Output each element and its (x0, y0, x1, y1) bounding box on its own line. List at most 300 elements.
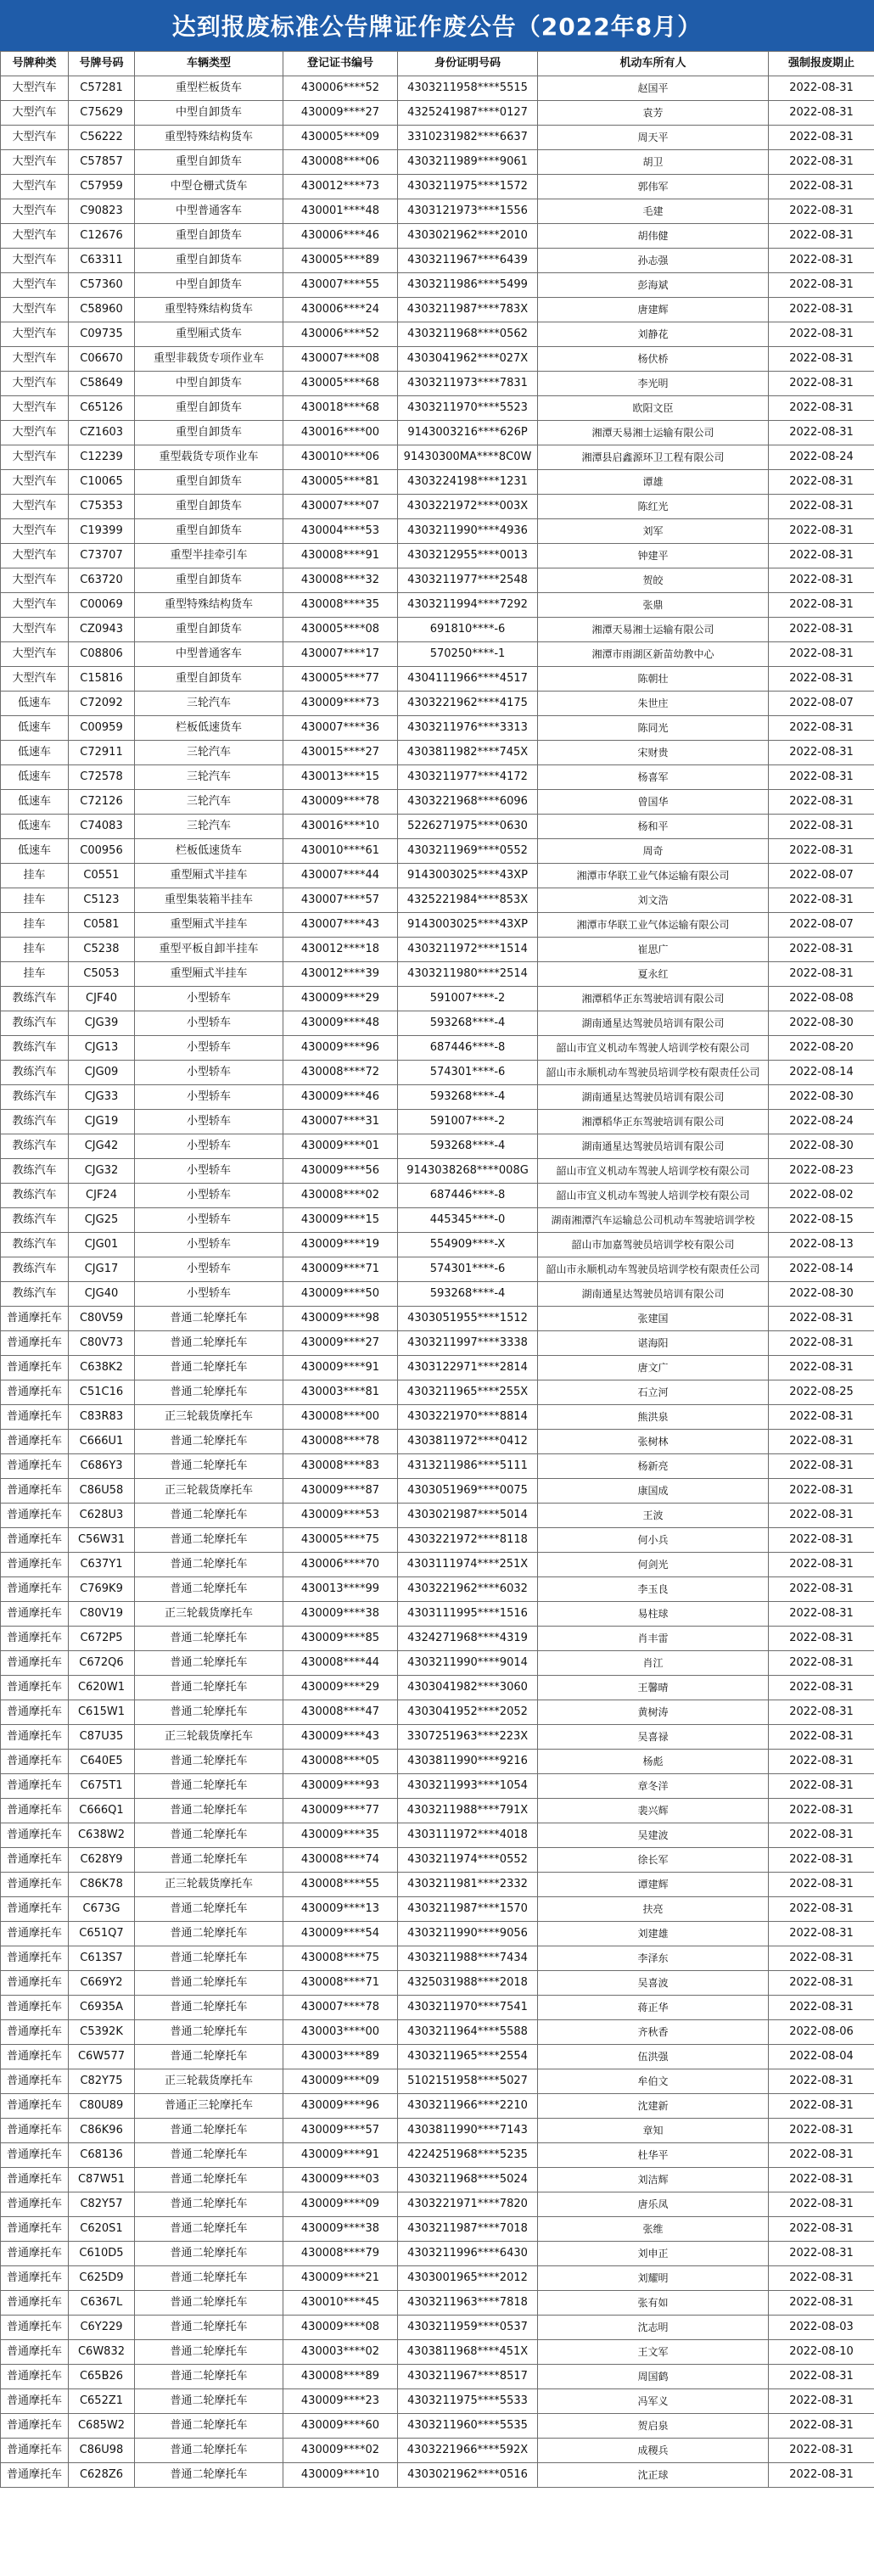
vehicle-type-cell: 重型自卸货车 (135, 519, 283, 544)
deadline-cell: 2022-08-25 (769, 1380, 874, 1405)
deadline-cell: 2022-08-31 (769, 175, 874, 199)
deadline-cell: 2022-08-31 (769, 126, 874, 150)
table-row (1, 1061, 874, 1085)
owner-cell: 李光明 (538, 372, 769, 396)
plate-number-cell: C769K9 (69, 1577, 135, 1602)
deadline-cell: 2022-08-31 (769, 421, 874, 445)
table-row (1, 1430, 874, 1454)
certificate-number-cell: 430009****91 (283, 1356, 398, 1380)
deadline-cell: 2022-08-31 (769, 962, 874, 987)
plate-number-cell: CJF40 (69, 987, 135, 1011)
deadline-cell: 2022-08-31 (769, 593, 874, 618)
plate-number-cell: C672P5 (69, 1627, 135, 1651)
certificate-number-cell: 430010****06 (283, 445, 398, 470)
certificate-number-cell: 430009****50 (283, 1282, 398, 1307)
deadline-cell: 2022-08-31 (769, 1725, 874, 1750)
id-number-cell: 570250****-1 (398, 642, 538, 667)
id-number-cell: 4303211970****7541 (398, 1996, 538, 2020)
deadline-cell: 2022-08-31 (769, 396, 874, 421)
owner-cell: 唐文广 (538, 1356, 769, 1380)
deadline-cell: 2022-08-31 (769, 1651, 874, 1676)
vehicle-type-cell: 小型轿车 (135, 1233, 283, 1257)
table-row (1, 126, 874, 150)
id-number-cell: 4303211963****7818 (398, 2291, 538, 2316)
owner-cell: 刘静花 (538, 322, 769, 347)
owner-cell: 杨喜军 (538, 765, 769, 790)
plate-type-cell: 普通摩托车 (1, 1380, 69, 1405)
certificate-number-cell: 430009****93 (283, 1774, 398, 1799)
table-row (1, 1011, 874, 1036)
table-row (1, 76, 874, 101)
deadline-cell: 2022-08-31 (769, 938, 874, 962)
vehicle-type-cell: 普通二轮摩托车 (135, 1996, 283, 2020)
table-row (1, 2045, 874, 2069)
certificate-number-cell: 430009****54 (283, 1922, 398, 1946)
plate-type-cell: 普通摩托车 (1, 2242, 69, 2266)
vehicle-type-cell: 普通二轮摩托车 (135, 2439, 283, 2463)
vehicle-type-cell: 小型轿车 (135, 1085, 283, 1110)
certificate-number-cell: 430009****10 (283, 2463, 398, 2488)
plate-number-cell: C80V59 (69, 1307, 135, 1331)
table-row (1, 2168, 874, 2192)
owner-cell: 湖南通星达驾驶员培训有限公司 (538, 1011, 769, 1036)
table-row (1, 273, 874, 298)
plate-type-cell: 大型汽车 (1, 618, 69, 642)
deadline-cell: 2022-08-07 (769, 913, 874, 938)
header-id-number: 身份证明号码 (398, 52, 538, 76)
plate-type-cell: 教练汽车 (1, 1011, 69, 1036)
certificate-number-cell: 430009****29 (283, 987, 398, 1011)
owner-cell: 易柱球 (538, 1602, 769, 1627)
certificate-number-cell: 430007****07 (283, 495, 398, 519)
plate-number-cell: C82Y75 (69, 2069, 135, 2094)
table-row (1, 1110, 874, 1134)
plate-number-cell: C625D9 (69, 2266, 135, 2291)
vehicle-type-cell: 普通二轮摩托车 (135, 1430, 283, 1454)
certificate-number-cell: 430009****38 (283, 1602, 398, 1627)
vehicle-type-cell: 小型轿车 (135, 1159, 283, 1184)
certificate-number-cell: 430007****36 (283, 716, 398, 741)
id-number-cell: 4303211968****0562 (398, 322, 538, 347)
table-row (1, 1700, 874, 1725)
vehicle-type-cell: 重型集装箱半挂车 (135, 888, 283, 913)
plate-number-cell: C74083 (69, 815, 135, 839)
certificate-number-cell: 430008****55 (283, 1873, 398, 1897)
vehicle-type-cell: 重型自卸货车 (135, 470, 283, 495)
vehicle-type-cell: 重型非载货专项作业车 (135, 347, 283, 372)
plate-type-cell: 大型汽车 (1, 519, 69, 544)
plate-type-cell: 普通摩托车 (1, 1922, 69, 1946)
certificate-number-cell: 430015****27 (283, 741, 398, 765)
id-number-cell: 4303211977****4172 (398, 765, 538, 790)
plate-type-cell: 低速车 (1, 815, 69, 839)
plate-number-cell: CJG19 (69, 1110, 135, 1134)
header-deadline: 强制报废期止 (769, 52, 874, 76)
vehicle-type-cell: 重型厢式货车 (135, 322, 283, 347)
owner-cell: 贺皎 (538, 568, 769, 593)
owner-cell: 曾国华 (538, 790, 769, 815)
plate-type-cell: 普通摩托车 (1, 1627, 69, 1651)
id-number-cell: 91430300MA****8C0W (398, 445, 538, 470)
plate-type-cell: 挂车 (1, 864, 69, 888)
owner-cell: 刘耀明 (538, 2266, 769, 2291)
certificate-number-cell: 430009****96 (283, 1036, 398, 1061)
deadline-cell: 2022-08-31 (769, 1528, 874, 1553)
certificate-number-cell: 430008****00 (283, 1405, 398, 1430)
vehicle-type-cell: 普通二轮摩托车 (135, 2119, 283, 2143)
header-vehicle-type: 车辆类型 (135, 52, 283, 76)
plate-type-cell: 普通摩托车 (1, 2414, 69, 2439)
plate-type-cell: 普通摩托车 (1, 2168, 69, 2192)
plate-type-cell: 教练汽车 (1, 1159, 69, 1184)
deadline-cell: 2022-08-31 (769, 716, 874, 741)
plate-number-cell: CJG42 (69, 1134, 135, 1159)
owner-cell: 章知 (538, 2119, 769, 2143)
plate-number-cell: C610D5 (69, 2242, 135, 2266)
plate-number-cell: C75629 (69, 101, 135, 126)
certificate-number-cell: 430008****79 (283, 2242, 398, 2266)
deadline-cell: 2022-08-14 (769, 1061, 874, 1085)
table-row (1, 1725, 874, 1750)
vehicle-type-cell: 小型轿车 (135, 1011, 283, 1036)
table-row (1, 765, 874, 790)
certificate-number-cell: 430012****39 (283, 962, 398, 987)
id-number-cell: 4303212955****0013 (398, 544, 538, 568)
plate-number-cell: C58960 (69, 298, 135, 322)
id-number-cell: 4303211965****2554 (398, 2045, 538, 2069)
owner-cell: 张有如 (538, 2291, 769, 2316)
owner-cell: 谭雄 (538, 470, 769, 495)
certificate-number-cell: 430008****06 (283, 150, 398, 175)
plate-type-cell: 普通摩托车 (1, 1430, 69, 1454)
plate-type-cell: 大型汽车 (1, 126, 69, 150)
plate-type-cell: 普通摩托车 (1, 1405, 69, 1430)
id-number-cell: 4303211988****7434 (398, 1946, 538, 1971)
owner-cell: 肖江 (538, 1651, 769, 1676)
certificate-number-cell: 430009****21 (283, 2266, 398, 2291)
owner-cell: 湘潭县启鑫源环卫工程有限公司 (538, 445, 769, 470)
certificate-number-cell: 430009****27 (283, 1331, 398, 1356)
owner-cell: 康国成 (538, 1479, 769, 1504)
owner-cell: 张鼎 (538, 593, 769, 618)
deadline-cell: 2022-08-31 (769, 1504, 874, 1528)
deadline-cell: 2022-08-15 (769, 1208, 874, 1233)
owner-cell: 刘军 (538, 519, 769, 544)
owner-cell: 赵国平 (538, 76, 769, 101)
vehicle-type-cell: 重型厢式半挂车 (135, 962, 283, 987)
table-row (1, 347, 874, 372)
table-row (1, 2094, 874, 2119)
owner-cell: 韶山市永顺机动车驾驶员培训学校有限责任公司 (538, 1257, 769, 1282)
id-number-cell: 9143003216****626P (398, 421, 538, 445)
vehicle-type-cell: 小型轿车 (135, 1208, 283, 1233)
id-number-cell: 4303111995****1516 (398, 1602, 538, 1627)
id-number-cell: 4325221984****853X (398, 888, 538, 913)
id-number-cell: 4303041982****3060 (398, 1676, 538, 1700)
plate-type-cell: 大型汽车 (1, 593, 69, 618)
plate-number-cell: C652Z1 (69, 2389, 135, 2414)
plate-number-cell: C87W51 (69, 2168, 135, 2192)
id-number-cell: 591007****-2 (398, 1110, 538, 1134)
plate-type-cell: 大型汽车 (1, 298, 69, 322)
owner-cell: 韶山市宜义机动车驾驶人培训学校有限公司 (538, 1036, 769, 1061)
certificate-number-cell: 430009****09 (283, 2192, 398, 2217)
deadline-cell: 2022-08-31 (769, 224, 874, 249)
id-number-cell: 4303211967****6439 (398, 249, 538, 273)
owner-cell: 陈朝壮 (538, 667, 769, 692)
owner-cell: 湖南通星达驾驶员培训有限公司 (538, 1085, 769, 1110)
id-number-cell: 4303121973****1556 (398, 199, 538, 224)
plate-type-cell: 普通摩托车 (1, 2094, 69, 2119)
owner-cell: 王馨晴 (538, 1676, 769, 1700)
certificate-number-cell: 430007****31 (283, 1110, 398, 1134)
owner-cell: 彭海斌 (538, 273, 769, 298)
id-number-cell: 4303211993****1054 (398, 1774, 538, 1799)
plate-number-cell: C87U35 (69, 1725, 135, 1750)
certificate-number-cell: 430012****18 (283, 938, 398, 962)
vehicle-type-cell: 重型自卸货车 (135, 421, 283, 445)
plate-number-cell: C06670 (69, 347, 135, 372)
vehicle-type-cell: 中型普通客车 (135, 199, 283, 224)
plate-number-cell: C5392K (69, 2020, 135, 2045)
id-number-cell: 4303211975****5533 (398, 2389, 538, 2414)
id-number-cell: 4303211966****2210 (398, 2094, 538, 2119)
table-row (1, 1331, 874, 1356)
plate-number-cell: CJG32 (69, 1159, 135, 1184)
owner-cell: 湖南湘潭汽车运输总公司机动车驾驶培训学校 (538, 1208, 769, 1233)
certificate-number-cell: 430005****89 (283, 249, 398, 273)
owner-cell: 湘潭市华联工业气体运输有限公司 (538, 913, 769, 938)
owner-cell: 沈建新 (538, 2094, 769, 2119)
owner-cell: 黄树涛 (538, 1700, 769, 1725)
vehicle-type-cell: 普通二轮摩托车 (135, 2463, 283, 2488)
table-row (1, 2414, 874, 2439)
id-number-cell: 4303211959****0537 (398, 2316, 538, 2340)
plate-type-cell: 普通摩托车 (1, 2069, 69, 2094)
plate-number-cell: CJG40 (69, 1282, 135, 1307)
deadline-cell: 2022-08-31 (769, 1897, 874, 1922)
deadline-cell: 2022-08-31 (769, 495, 874, 519)
plate-type-cell: 大型汽车 (1, 421, 69, 445)
table-row (1, 2365, 874, 2389)
owner-cell: 熊洪泉 (538, 1405, 769, 1430)
table-row (1, 1897, 874, 1922)
plate-type-cell: 普通摩托车 (1, 2365, 69, 2389)
vehicle-type-cell: 普通二轮摩托车 (135, 1922, 283, 1946)
table-row (1, 667, 874, 692)
plate-type-cell: 普通摩托车 (1, 2389, 69, 2414)
id-number-cell: 4303221968****6096 (398, 790, 538, 815)
table-row (1, 1282, 874, 1307)
vehicle-type-cell: 重型自卸货车 (135, 618, 283, 642)
id-number-cell: 4303211960****5535 (398, 2414, 538, 2439)
id-number-cell: 4303211987****7018 (398, 2217, 538, 2242)
plate-type-cell: 教练汽车 (1, 1134, 69, 1159)
deadline-cell: 2022-08-31 (769, 2069, 874, 2094)
plate-type-cell: 普通摩托车 (1, 1873, 69, 1897)
plate-number-cell: C68136 (69, 2143, 135, 2168)
certificate-number-cell: 430009****85 (283, 1627, 398, 1651)
deadline-cell: 2022-08-31 (769, 2143, 874, 2168)
certificate-number-cell: 430016****00 (283, 421, 398, 445)
certificate-number-cell: 430009****29 (283, 1676, 398, 1700)
plate-number-cell: C620W1 (69, 1676, 135, 1700)
plate-type-cell: 大型汽车 (1, 273, 69, 298)
table-row (1, 642, 874, 667)
certificate-number-cell: 430009****71 (283, 1257, 398, 1282)
id-number-cell: 4303211969****0552 (398, 839, 538, 864)
table-row (1, 839, 874, 864)
plate-number-cell: C80V73 (69, 1331, 135, 1356)
certificate-number-cell: 430013****15 (283, 765, 398, 790)
plate-type-cell: 普通摩托车 (1, 2463, 69, 2488)
table-row (1, 1454, 874, 1479)
certificate-number-cell: 430010****45 (283, 2291, 398, 2316)
id-number-cell: 4303221962****4175 (398, 692, 538, 716)
vehicle-type-cell: 普通二轮摩托车 (135, 2020, 283, 2045)
plate-number-cell: C72126 (69, 790, 135, 815)
vehicle-type-cell: 中型自卸货车 (135, 101, 283, 126)
deadline-cell: 2022-08-31 (769, 1331, 874, 1356)
deadline-cell: 2022-08-31 (769, 199, 874, 224)
deadline-cell: 2022-08-31 (769, 1750, 874, 1774)
plate-number-cell: C620S1 (69, 2217, 135, 2242)
plate-type-cell: 教练汽车 (1, 1110, 69, 1134)
plate-number-cell: C6935A (69, 1996, 135, 2020)
id-number-cell: 4303041962****027X (398, 347, 538, 372)
id-number-cell: 4303041952****2052 (398, 1700, 538, 1725)
vehicle-type-cell: 小型轿车 (135, 1184, 283, 1208)
certificate-number-cell: 430003****00 (283, 2020, 398, 2045)
plate-number-cell: C00956 (69, 839, 135, 864)
id-number-cell: 9143003025****43XP (398, 864, 538, 888)
owner-cell: 杜华平 (538, 2143, 769, 2168)
owner-cell: 杨和平 (538, 815, 769, 839)
vehicle-type-cell: 普通二轮摩托车 (135, 1331, 283, 1356)
owner-cell: 沈志明 (538, 2316, 769, 2340)
certificate-number-cell: 430013****99 (283, 1577, 398, 1602)
plate-type-cell: 普通摩托车 (1, 2291, 69, 2316)
plate-type-cell: 教练汽车 (1, 1282, 69, 1307)
plate-number-cell: CJF24 (69, 1184, 135, 1208)
plate-type-cell: 普通摩托车 (1, 1307, 69, 1331)
table-row (1, 815, 874, 839)
deadline-cell: 2022-08-31 (769, 1577, 874, 1602)
plate-number-cell: C63311 (69, 249, 135, 273)
deadline-cell: 2022-08-31 (769, 1996, 874, 2020)
vehicle-type-cell: 三轮汽车 (135, 765, 283, 790)
owner-cell: 王文军 (538, 2340, 769, 2365)
deadline-cell: 2022-08-31 (769, 2242, 874, 2266)
plate-number-cell: C80V19 (69, 1602, 135, 1627)
table-row (1, 1922, 874, 1946)
certificate-number-cell: 430008****47 (283, 1700, 398, 1725)
plate-type-cell: 大型汽车 (1, 199, 69, 224)
plate-number-cell: C65126 (69, 396, 135, 421)
id-number-cell: 4303021962****2010 (398, 224, 538, 249)
vehicle-type-cell: 普通二轮摩托车 (135, 2143, 283, 2168)
plate-type-cell: 普通摩托车 (1, 1651, 69, 1676)
deadline-cell: 2022-08-31 (769, 1553, 874, 1577)
plate-number-cell: C58649 (69, 372, 135, 396)
plate-type-cell: 普通摩托车 (1, 1725, 69, 1750)
vehicle-type-cell: 重型特殊结构货车 (135, 126, 283, 150)
plate-type-cell: 大型汽车 (1, 322, 69, 347)
id-number-cell: 4303211989****9061 (398, 150, 538, 175)
owner-cell: 徐长军 (538, 1848, 769, 1873)
owner-cell: 王波 (538, 1504, 769, 1528)
table-row (1, 1823, 874, 1848)
vehicle-type-cell: 普通二轮摩托车 (135, 1504, 283, 1528)
certificate-number-cell: 430003****89 (283, 2045, 398, 2069)
plate-number-cell: C651Q7 (69, 1922, 135, 1946)
owner-cell: 刘建雄 (538, 1922, 769, 1946)
vehicle-type-cell: 普通二轮摩托车 (135, 1897, 283, 1922)
deadline-cell: 2022-08-31 (769, 2192, 874, 2217)
deadline-cell: 2022-08-31 (769, 2094, 874, 2119)
id-number-cell: 4303211981****2332 (398, 1873, 538, 1897)
plate-number-cell: C15816 (69, 667, 135, 692)
vehicle-type-cell: 重型载货专项作业车 (135, 445, 283, 470)
plate-number-cell: C628Y9 (69, 1848, 135, 1873)
owner-cell: 李玉良 (538, 1577, 769, 1602)
table-row (1, 519, 874, 544)
vehicle-type-cell: 普通二轮摩托车 (135, 2414, 283, 2439)
plate-type-cell: 教练汽车 (1, 1233, 69, 1257)
plate-number-cell: C615W1 (69, 1700, 135, 1725)
owner-cell: 成稷兵 (538, 2439, 769, 2463)
certificate-number-cell: 430009****98 (283, 1307, 398, 1331)
vehicle-type-cell: 普通二轮摩托车 (135, 1577, 283, 1602)
deadline-cell: 2022-08-06 (769, 2020, 874, 2045)
table-row (1, 1233, 874, 1257)
table-row (1, 938, 874, 962)
plate-type-cell: 大型汽车 (1, 544, 69, 568)
deadline-cell: 2022-08-31 (769, 642, 874, 667)
table-row (1, 1036, 874, 1061)
owner-cell: 夏永红 (538, 962, 769, 987)
vehicle-type-cell: 小型轿车 (135, 1134, 283, 1159)
deadline-cell: 2022-08-31 (769, 322, 874, 347)
deadline-cell: 2022-08-30 (769, 1134, 874, 1159)
deadline-cell: 2022-08-31 (769, 1774, 874, 1799)
owner-cell: 毛建 (538, 199, 769, 224)
plate-number-cell: C57857 (69, 150, 135, 175)
id-number-cell: 4324271968****4319 (398, 1627, 538, 1651)
deadline-cell: 2022-08-31 (769, 839, 874, 864)
vehicle-type-cell: 三轮汽车 (135, 692, 283, 716)
owner-cell: 吴喜波 (538, 1971, 769, 1996)
certificate-number-cell: 430009****03 (283, 2168, 398, 2192)
table-row (1, 1676, 874, 1700)
plate-number-cell: C75353 (69, 495, 135, 519)
owner-cell: 裴兴辉 (538, 1799, 769, 1823)
plate-type-cell: 教练汽车 (1, 987, 69, 1011)
table-header-row (1, 52, 874, 76)
plate-number-cell: C613S7 (69, 1946, 135, 1971)
plate-type-cell: 教练汽车 (1, 1208, 69, 1233)
table-row (1, 2439, 874, 2463)
vehicle-type-cell: 小型轿车 (135, 1061, 283, 1085)
plate-type-cell: 挂车 (1, 962, 69, 987)
id-number-cell: 4303211987****783X (398, 298, 538, 322)
plate-type-cell: 低速车 (1, 692, 69, 716)
vehicle-type-cell: 重型自卸货车 (135, 396, 283, 421)
deadline-cell: 2022-08-31 (769, 150, 874, 175)
plate-number-cell: C82Y57 (69, 2192, 135, 2217)
deadline-cell: 2022-08-24 (769, 1110, 874, 1134)
certificate-number-cell: 430007****44 (283, 864, 398, 888)
